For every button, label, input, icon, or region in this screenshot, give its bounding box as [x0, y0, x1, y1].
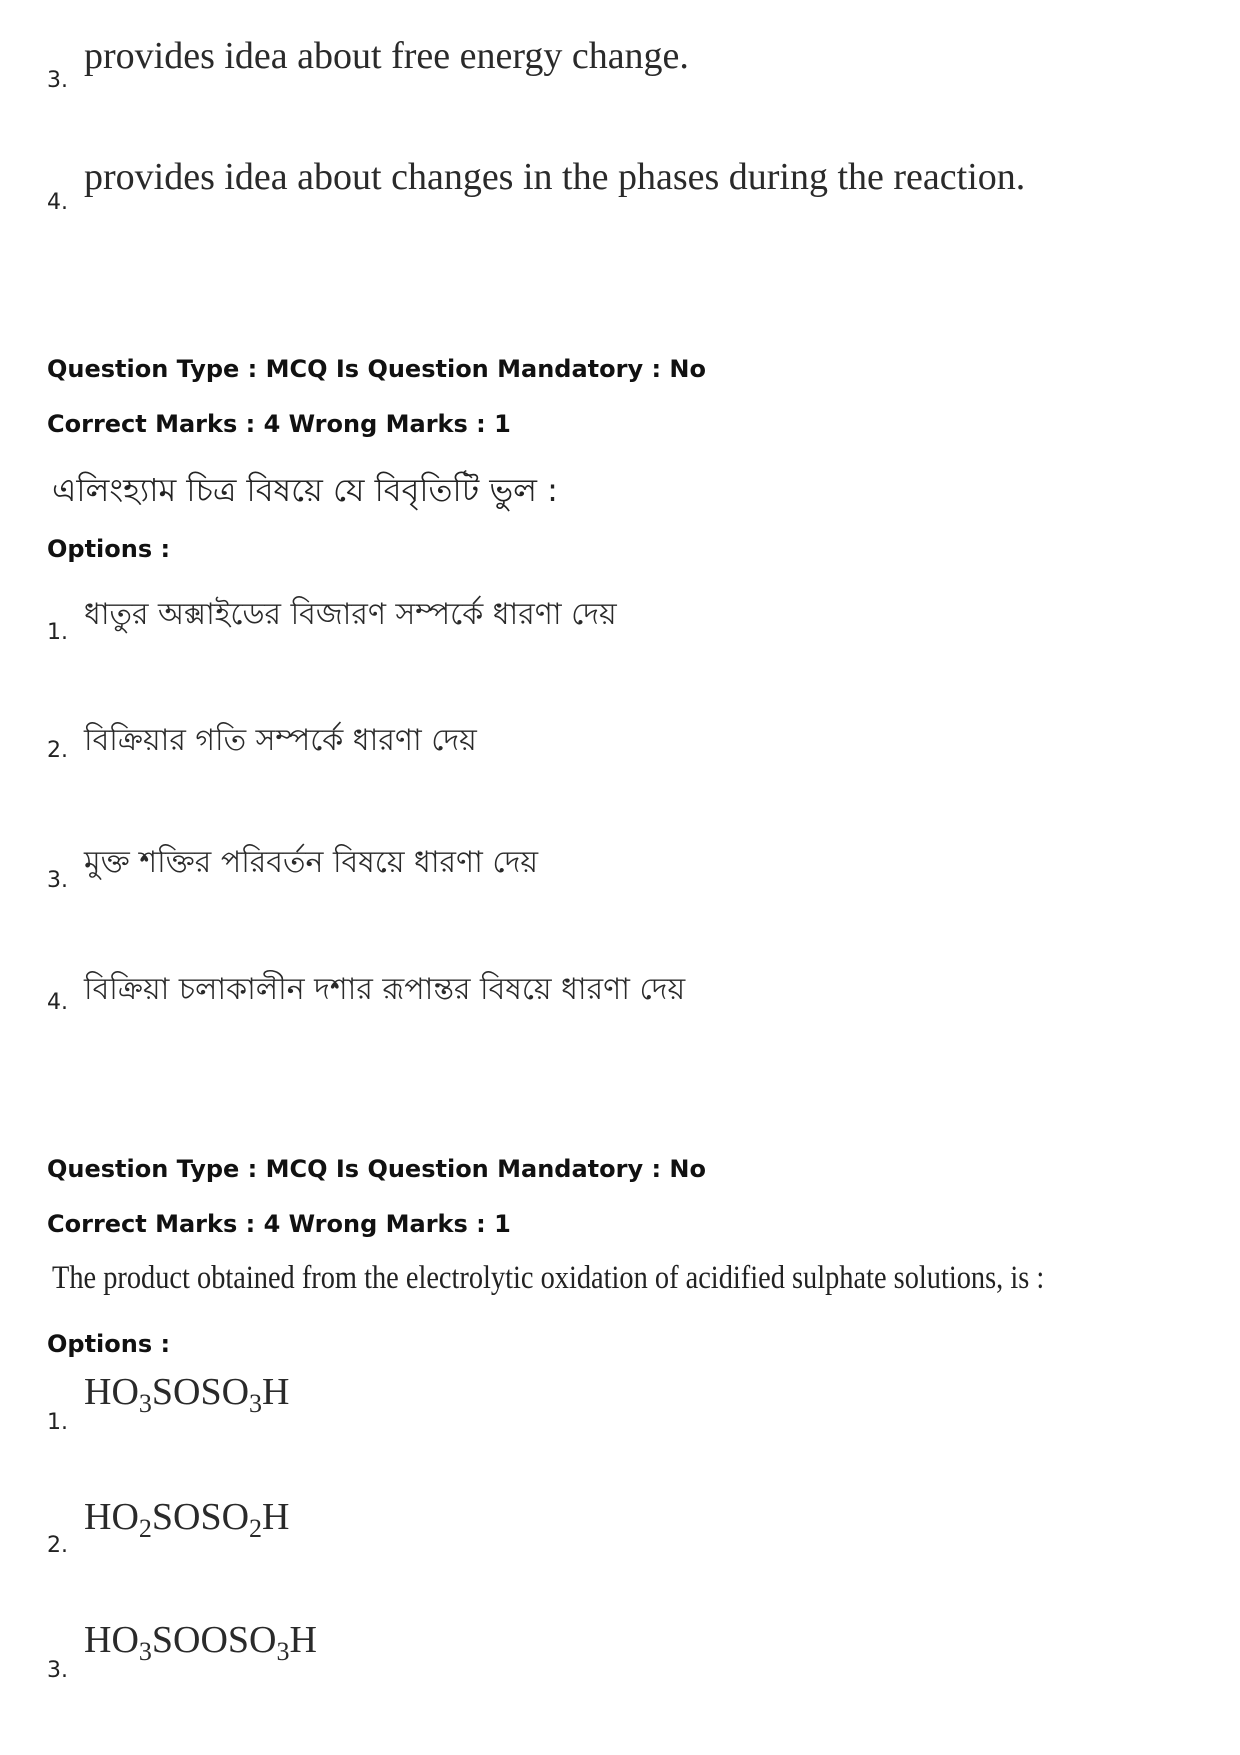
option-formula: $HO_3SOOSO_3H$ [84, 1619, 317, 1666]
option-number: 1. [47, 620, 68, 645]
option-text: provides idea about changes in the phases during the reaction. [84, 156, 1026, 198]
question-text: The product obtained from the electrolytic oxidation of acidified sulphate solutions, is : [52, 1260, 1045, 1296]
option-formula: $HO_2SOSO_2H$ [84, 1496, 290, 1543]
option-number: 4. [47, 190, 68, 215]
option-number: 1. [47, 1410, 68, 1435]
option-number: 3. [47, 868, 68, 893]
option-number: 3. [47, 1658, 68, 1683]
option-text: ধাতুর অক্সাইডের বিজারণ সম্পর্কে ধারণা দেয় [84, 597, 617, 632]
option-text: provides idea about free energy change. [84, 35, 689, 77]
option-text: বিক্রিয়া চলাকালীন দশার রূপান্তর বিষয়ে ধারণা দেয় [84, 972, 686, 1007]
question-type-line: Question Type : MCQ Is Question Mandatory : No [47, 1155, 706, 1183]
marks-line: Correct Marks : 4 Wrong Marks : 1 [47, 1210, 511, 1238]
question-type-line: Question Type : MCQ Is Question Mandatory : No [47, 355, 706, 383]
option-number: 2. [47, 738, 68, 763]
option-number: 4. [47, 990, 68, 1015]
option-text: বিক্রিয়ার গতি সম্পর্কে ধারণা দেয় [84, 723, 477, 758]
option-number: 2. [47, 1533, 68, 1558]
option-text: মুক্ত শক্তির পরিবর্তন বিষয়ে ধারণা দেয় [84, 845, 539, 880]
question-text: এলিংহ্যাম চিত্র বিষয়ে যে বিবৃতিটি ভুল : [52, 471, 558, 509]
marks-line: Correct Marks : 4 Wrong Marks : 1 [47, 410, 511, 438]
options-label: Options : [47, 1330, 171, 1358]
options-label: Options : [47, 535, 171, 563]
option-formula: $HO_3SOSO_3H$ [84, 1371, 290, 1418]
option-number: 3. [47, 68, 68, 93]
